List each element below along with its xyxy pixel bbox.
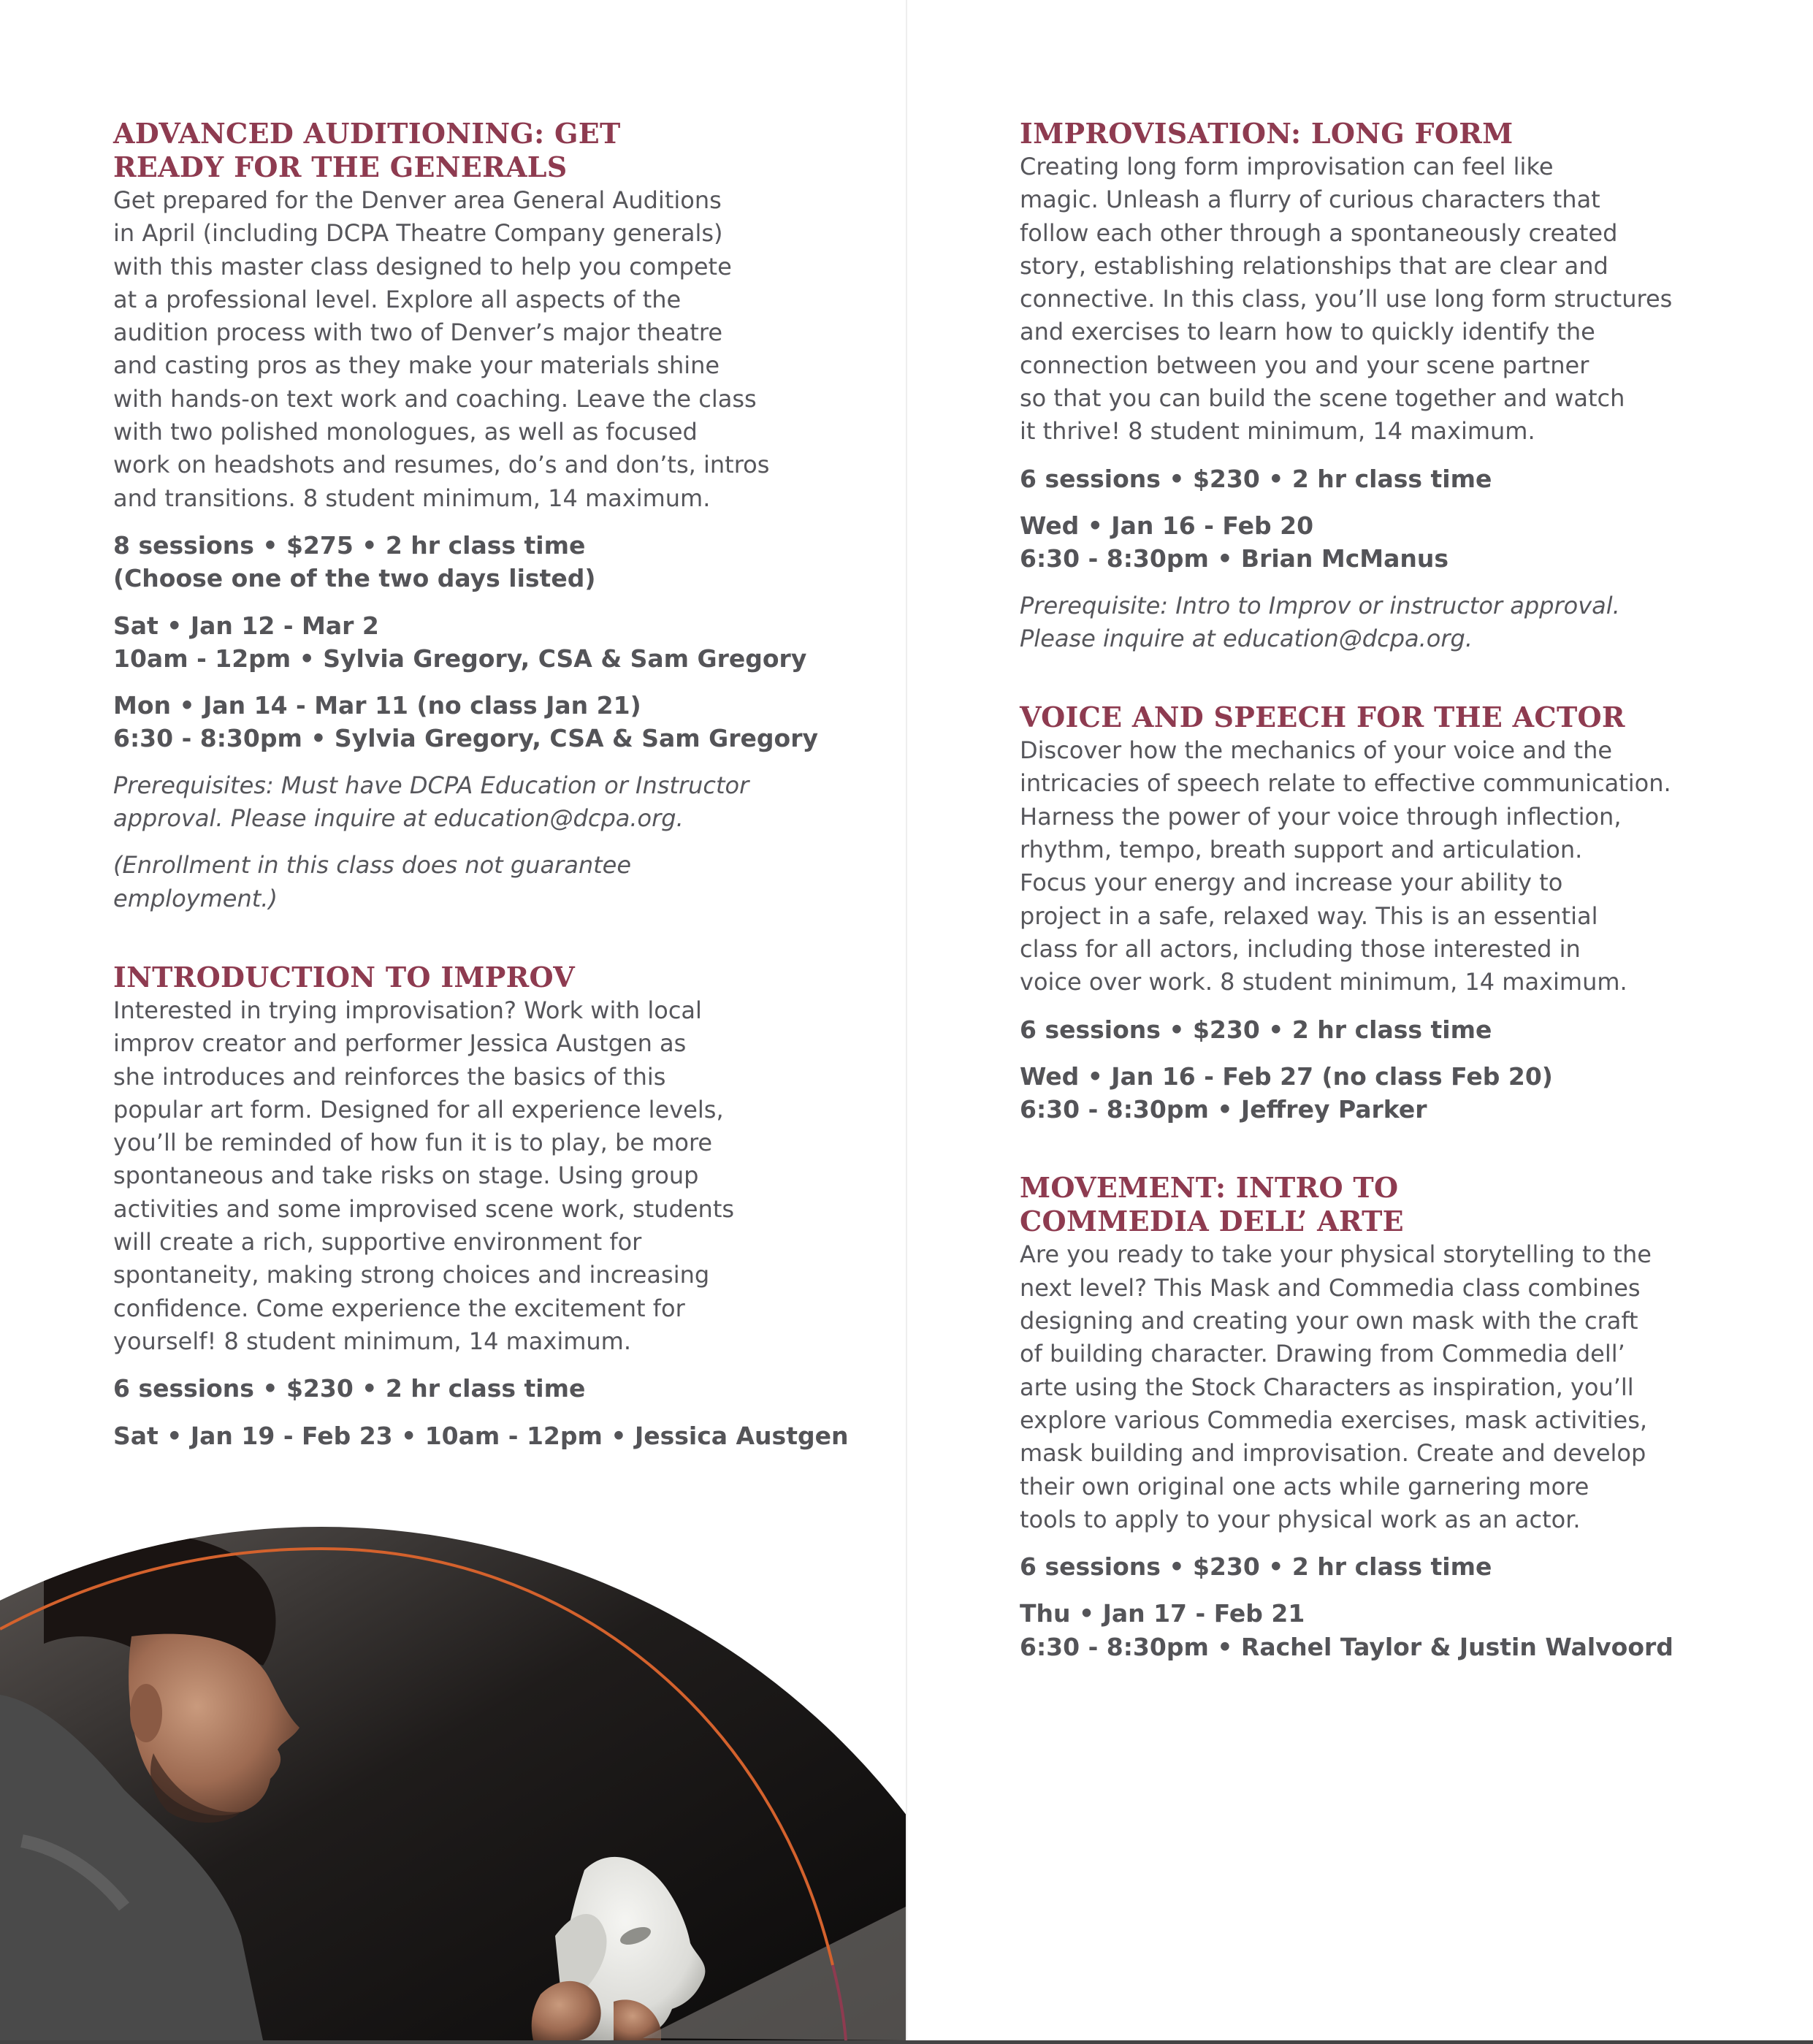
course-advanced-auditioning: [113, 117, 990, 915]
course-schedule: Thu • Jan 17 - Feb 21 6:30 - 8:30pm • Rachel Taylor & Justin Walvoord: [1020, 1599, 1673, 1661]
course-disclaimer: (Enrollment in this class does not guarantee employment.): [113, 851, 632, 912]
bottom-rule: [0, 2040, 1813, 2044]
course-title: VOICE AND SPEECH FOR THE ACTOR: [1020, 701, 1625, 734]
course-title: IMPROVISATION: LONG FORM: [1020, 117, 1514, 150]
course-introduction-to-improv: [113, 961, 990, 1452]
course-prerequisites: Prerequisites: Must have DCPA Education or Instructor approval. Please inquire at education@dcpa.org.: [113, 771, 749, 833]
course-prerequisites: Prerequisite: Intro to Improv or instructor approval. Please inquire at education@dcpa.org.: [1020, 591, 1620, 652]
course-description: Are you ready to take your physical storytelling to the next level? This Mask and Commedia class combines designing and creating your own mask with the craft of building character. Drawing from Commedia dell’ arte using the Stock Characters as inspiration, you’ll explore various Commedia exercises, mask activities, mask building and improvisation. Create and develop their own original one acts while garnering more tools to apply to your physical work as an actor.: [1020, 1240, 1652, 1533]
course-schedule: Wed • Jan 16 - Feb 27 (no class Feb 20) 6:30 - 8:30pm • Jeffrey Parker: [1020, 1061, 1553, 1124]
course-details: 8 sessions • $275 • 2 hr class time (Choose one of the two days listed): [113, 530, 596, 593]
course-details: 6 sessions • $230 • 2 hr class time: [1020, 464, 1492, 493]
course-schedule: Mon • Jan 14 - Mar 11 (no class Jan 21) 6:30 - 8:30pm • Sylvia Gregory, CSA & Sam Gregory: [113, 691, 818, 753]
course-title: ADVANCED AUDITIONING: GET READY FOR THE GENERALS: [113, 117, 621, 183]
course-schedule: Sat • Jan 19 - Feb 23 • 10am - 12pm • Jessica Austgen: [113, 1421, 849, 1450]
course-details: 6 sessions • $230 • 2 hr class time: [1020, 1015, 1492, 1044]
course-description: Interested in trying improvisation? Work with local improv creator and performer Jessica Austgen as she introduces and reinforces the basics of this popular art form. Designed for all experience levels, you’ll be reminded of how fun it is to play, be more spontaneous and take risks on stage. Using group activities and some improvised scene work, students will create a rich, supportive environment for spontaneity, making strong choices and increasing confidence. Come experience the excitement for yourself! 8 student minimum, 14 maximum.: [113, 996, 735, 1355]
course-details: 6 sessions • $230 • 2 hr class time: [113, 1374, 586, 1403]
actor-with-mask-photo: [0, 1527, 906, 2040]
right-column: [1020, 117, 1813, 1709]
course-description: Discover how the mechanics of your voice and the intricacies of speech relate to effective communication. Harness the power of your voice through inflection, rhythm, tempo, breath support and articulation. Focus your energy and increase your ability to project in a safe, relaxed way. This is an essential class for all actors, including those interested in voice over work. 8 student minimum, 14 maximum.: [1020, 736, 1671, 996]
course-voice-and-speech: [1020, 701, 1813, 1126]
course-schedule: Sat • Jan 12 - Mar 2 10am - 12pm • Sylvia Gregory, CSA & Sam Gregory: [113, 611, 807, 673]
course-title: MOVEMENT: INTRO TO COMMEDIA DELL’ ARTE: [1020, 1171, 1404, 1238]
course-description: Creating long form improvisation can feel like magic. Unleash a flurry of curious characters that follow each other through a spontaneously created story, establishing relationships that are clear and connective. In this class, you’ll use long form structures and exercises to learn how to quickly identify the connection between you and your scene partner so that you can build the scene together and watch it thrive! 8 student minimum, 14 maximum.: [1020, 153, 1673, 446]
course-movement-commedia: [1020, 1171, 1813, 1663]
course-schedule: Wed • Jan 16 - Feb 20 6:30 - 8:30pm • Brian McManus: [1020, 511, 1449, 573]
course-details: 6 sessions • $230 • 2 hr class time: [1020, 1552, 1492, 1582]
left-column: [113, 117, 990, 1498]
course-description: Get prepared for the Denver area General Auditions in April (including DCPA Theatre Company generals) with this master class designed to help you compete at a professional level. Explore all aspects of the audition process with two of Denver’s major theatre and casting pros as they make your materials shine with hands-on text work and coaching. Leave the class with two polished monologues, as well as focused work on headshots and resumes, do’s and don’ts, intros and transitions. 8 student minimum, 14 maximum.: [113, 186, 770, 512]
course-title: INTRODUCTION TO IMPROV: [113, 960, 576, 994]
course-improvisation-long-form: [1020, 117, 1813, 655]
